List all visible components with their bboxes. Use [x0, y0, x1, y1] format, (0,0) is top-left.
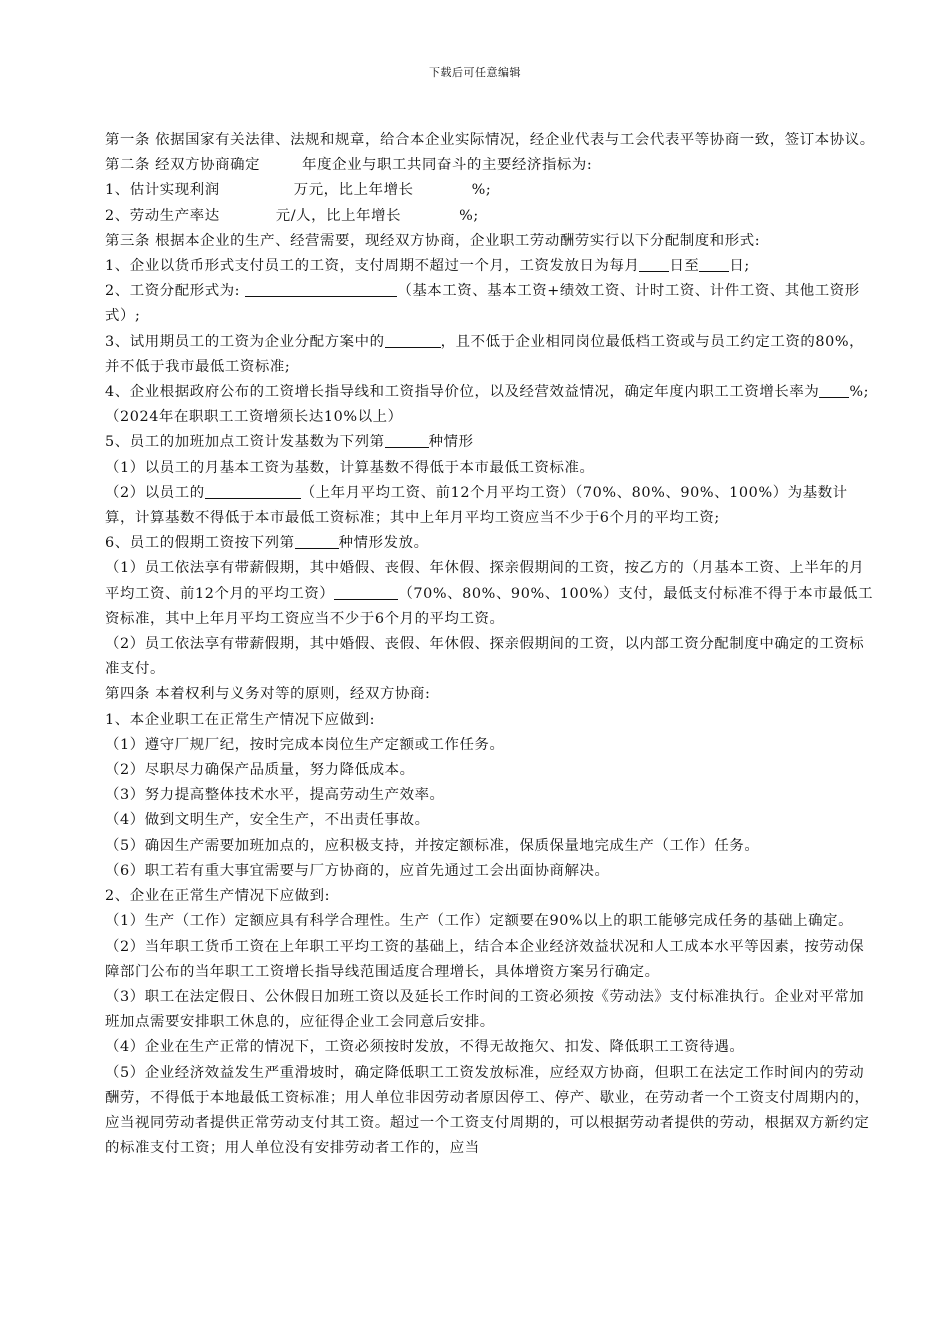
overtime-case-blank — [385, 431, 429, 448]
overtime-base-blank — [205, 482, 301, 499]
probation-pay-blank — [385, 331, 441, 348]
pay-day-start-blank — [639, 255, 669, 272]
article-2-item-2: 2、劳动生产率达 元/人，比上年增长 %; — [105, 207, 479, 224]
article-4-section-1-item: （6）职工若有重大事宜需要与厂方协商的，应首先通过工会出面协商解决。 — [105, 862, 610, 879]
article-3-item-5-2: （2）以员工的 （上年月平均工资、前12个月平均工资）（70%、80%、90%、100%）为基数计算，计算基数不得低于本市最低工资标准；其中上年月平均工资应当不少于6个月的平均工资; — [105, 481, 875, 531]
article-3-item-3: 3、试用期员工的工资为企业分配方案中的 ，且不低于企业相同岗位最低档工资或与员工约定工资的80%，并不低于我市最低工资标准; — [105, 330, 875, 380]
holiday-ratio-blank — [334, 583, 398, 600]
article-4-section-1: 1、本企业职工在正常生产情况下应做到: — [105, 711, 376, 728]
article-4-section-2-item: （2）当年职工货币工资在上年职工平均工资的基础上，结合本企业经济效益状况和人工成本水平等因素，按劳动保障部门公布的当年职工工资增长指导线范围适度合理增长，具体增资方案另行确定。 — [105, 938, 865, 980]
article-3-item-2: 2、工资分配形式为: （基本工资、基本工资+绩效工资、计时工资、计件工资、其他工资形式）; — [105, 279, 875, 329]
article-4-lead: 第四条 本着权利与义务对等的原则，经双方协商: — [105, 686, 431, 703]
article-3-item-6: 6、员工的假期工资按下列第 种情形发放。 — [105, 531, 875, 556]
article-4-section-2-item: （4）企业在生产正常的情况下，工资必须按时发放，不得无故拖欠、扣发、降低职工工资待遇。 — [105, 1039, 745, 1056]
article-3-item-5: 5、员工的加班加点工资计发基数为下列第 种情形 — [105, 430, 875, 455]
article-4-section-1-item: （5）确因生产需要加班加点的，应积极支持，并按定额标准，保质保量地完成生产（工作）任务。 — [105, 837, 760, 854]
article-3-item-6-1: （1）员工依法享有带薪假期，其中婚假、丧假、年休假、探亲假期间的工资，按乙方的（月基本工资、上半年的月平均工资、前12个月的平均工资） （70%、80%、90%、100%）支付，最低支付标准不得于本市最低工资标准，其中上年月平均工资应当不少于6个月的平均工资。 — [105, 560, 874, 627]
article-4-section-1-item: （3）努力提高整体技术水平，提高劳动生产效率。 — [105, 787, 445, 804]
growth-rate-blank — [819, 381, 849, 398]
article-4-section-1-item: （4）做到文明生产，安全生产，不出责任事故。 — [105, 812, 430, 829]
article-2-item-1: 1、估计实现利润 万元，比上年增长 %; — [105, 182, 492, 199]
article-4-section-2-item: （5）企业经济效益发生严重滑坡时，确定降低职工工资发放标准，应经双方协商，但职工在法定工作时间内的劳动酬劳，不得低于本地最低工资标准；用人单位非因劳动者原因停工、停产、歇业，在劳动者一个工资支付周期内的，应当视同劳动者提供正常劳动支付其工资。超过一个工资支付周期的，可以根据劳动者提供的劳动，根据双方新约定的标准支付工资；用人单位没有安排劳动者工作的，应当 — [105, 1064, 870, 1157]
page-header-note: 下载后可任意编辑 — [429, 66, 521, 79]
pay-form-blank — [245, 280, 397, 297]
article-4-section-2-item: （3）职工在法定假日、公休假日加班工资以及延长工作时间的工资必须按《劳动法》支付标准执行。企业对平常加班加点需要安排职工休息的，应征得企业工会同意后安排。 — [105, 988, 865, 1031]
article-4-section-2-item: （1）生产（工作）定额应具有科学合理性。生产（工作）定额要在90%以上的职工能够完成任务的基础上确定。 — [105, 913, 854, 930]
article-3-item-1: 1、企业以货币形式支付员工的工资，支付周期不超过一个月，工资发放日为每月 日至 日; — [105, 254, 875, 279]
article-4-section-1-item: （1）遵守厂规厂纪，按时完成本岗位生产定额或工作任务。 — [105, 736, 505, 753]
document-body — [105, 128, 875, 1161]
holiday-case-blank — [295, 532, 339, 549]
article-3-item-5-1: （1）以员工的月基本工资为基数，计算基数不得低于本市最低工资标准。 — [105, 459, 595, 476]
pay-day-end-blank — [699, 255, 729, 272]
article-4-section-1-item: （2）尽职尽力确保产品质量，努力降低成本。 — [105, 762, 415, 779]
article-4-section-2: 2、企业在正常生产情况下应做到: — [105, 888, 331, 905]
article-1: 第一条 依据国家有关法律、法规和规章，给合本企业实际情况，经企业代表与工会代表平等协商一致，签订本协议。 — [105, 132, 875, 148]
article-3-lead: 第三条 根据本企业的生产、经营需要，现经双方协商，企业职工劳动酬劳实行以下分配制度和形式: — [105, 232, 761, 249]
article-3-item-6-2: （2）员工依法享有带薪假期，其中婚假、丧假、年休假、探亲假期间的工资，以内部工资分配制度中确定的工资标准支付。 — [105, 636, 865, 678]
article-2-lead: 第二条 经双方协商确定 年度企业与职工共同奋斗的主要经济指标为: — [105, 157, 593, 174]
article-3-item-4: 4、企业根据政府公布的工资增长指导线和工资指导价位，以及经营效益情况，确定年度内职工工资增长率为 %;（2024年在职职工工资增须长达10%以上） — [105, 380, 875, 430]
